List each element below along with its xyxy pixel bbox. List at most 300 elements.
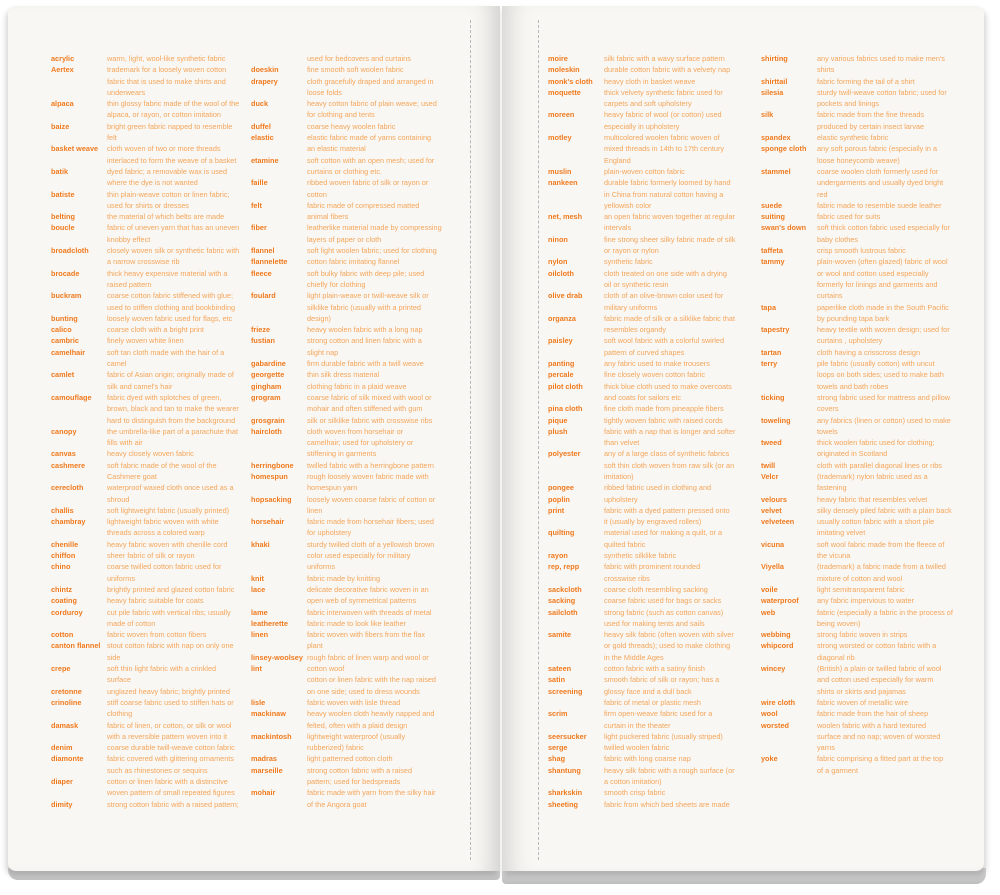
glossary-entry: [548, 686, 748, 697]
glossary-entry: [251, 437, 456, 448]
entry-definition: cotton: [307, 189, 327, 199]
entry-definition: any fabrics (linen or cotton) used to make: [817, 415, 951, 425]
entry-definition: fine closely woven cotton fabric: [604, 370, 705, 380]
glossary-entry: [548, 347, 748, 358]
entry-term: chino: [51, 562, 71, 572]
entry-term: tweed: [761, 438, 782, 448]
glossary-entry: [761, 708, 961, 719]
glossary-entry: [761, 234, 961, 245]
entry-definition: any of a large class of synthetic fabrics: [604, 449, 730, 459]
entry-term: buckram: [51, 291, 82, 301]
entry-term: horsehair: [251, 517, 285, 527]
entry-term: batiste: [51, 189, 75, 199]
entry-term: doeskin: [251, 65, 279, 75]
entry-definition: silky densely piled fabric with a plain back: [817, 505, 952, 515]
entry-definition: fine cloth made from pineapple fibers: [604, 404, 724, 414]
glossary-entry: [251, 573, 456, 584]
entry-term: scrim: [548, 709, 568, 719]
entry-term: knit: [251, 573, 264, 583]
entry-definition: intervals: [604, 223, 632, 233]
entry-term: felt: [251, 200, 262, 210]
entry-definition: uniforms: [307, 562, 335, 572]
entry-definition: any various fabrics used to make men's: [817, 54, 945, 63]
glossary-entry: [51, 708, 251, 719]
entry-term: belting: [51, 212, 75, 222]
entry-term: madras: [251, 754, 277, 764]
perforation-line: [470, 20, 471, 860]
entry-definition: soft lightweight fabric (usually printed): [107, 505, 230, 515]
glossary-entry: [251, 189, 456, 200]
entry-definition: material used for making a quilt, or a: [604, 528, 723, 538]
glossary-entry: [761, 256, 961, 267]
glossary-entry: [251, 629, 456, 640]
entry-term: corduroy: [51, 607, 83, 617]
entry-definition: surface and no nap; woven of worsted: [817, 731, 941, 741]
entry-term: dimity: [51, 799, 73, 809]
entry-definition: red: [817, 189, 828, 199]
entry-term: monk's cloth: [548, 76, 593, 86]
entry-definition: cloth having a crisscross design: [817, 347, 921, 357]
entry-definition: yellowish color: [604, 200, 652, 210]
entry-term: wincey: [761, 664, 786, 674]
entry-definition: mixed threads in 14th to 17th century: [604, 144, 725, 154]
entry-definition: knobby effect: [107, 234, 151, 244]
entry-term: damask: [51, 720, 79, 730]
entry-definition: homespun yarn: [307, 483, 358, 493]
entry-term: percale: [548, 370, 574, 380]
entry-definition: chiefly for clothing: [307, 279, 366, 289]
entry-definition: yarns: [817, 743, 835, 753]
entry-definition: felt: [107, 133, 117, 143]
entry-term: faille: [251, 178, 268, 188]
entry-definition: cloth woven from horsehair or: [307, 426, 404, 436]
entry-term: webbing: [761, 630, 791, 640]
glossary-entry: [761, 64, 961, 75]
glossary-entry: [548, 403, 748, 414]
glossary-entry: [251, 787, 456, 798]
glossary-entry: [51, 753, 251, 764]
entry-term: olive drab: [548, 291, 583, 301]
entry-term: motley: [548, 133, 572, 143]
entry-definition: heavy closely woven fabric: [107, 449, 194, 459]
glossary-entry: [548, 618, 748, 629]
entry-definition: curtains or clothing etc.: [307, 166, 383, 176]
entry-definition: fabric with a nap that is longer and softer: [604, 426, 736, 436]
glossary-entry: [51, 302, 251, 313]
entry-definition: dyed fabric; a removable wax is used: [107, 166, 228, 176]
glossary-entry: [251, 324, 456, 335]
glossary-entry: [548, 155, 748, 166]
glossary-entry: [548, 595, 748, 606]
glossary-entry: [548, 561, 748, 572]
glossary-entry: [548, 64, 748, 75]
entry-term: fustian: [251, 336, 275, 346]
entry-term: coating: [51, 596, 77, 606]
glossary-column-4: [761, 53, 961, 776]
glossary-entry: [761, 765, 961, 776]
glossary-entry: [548, 471, 748, 482]
entry-term: lame: [251, 607, 268, 617]
entry-definition: used for bedcovers and curtains: [307, 54, 411, 63]
glossary-entry: [548, 53, 748, 64]
entry-definition: carpets and soft upholstery: [604, 99, 692, 109]
glossary-entry: [251, 98, 456, 109]
glossary-entry: [51, 392, 251, 403]
entry-term: bunting: [51, 313, 78, 323]
glossary-entry: [548, 234, 748, 245]
entry-term: screening: [548, 686, 583, 696]
entry-definition: heavy fabric suitable for coats: [107, 596, 204, 606]
glossary-entry: [761, 697, 961, 708]
glossary-entry: [251, 753, 456, 764]
glossary-entry: [51, 335, 251, 346]
entry-term: suiting: [761, 212, 785, 222]
glossary-entry: [51, 595, 251, 606]
entry-definition: fabric (especially a fabric in the process of: [817, 607, 953, 617]
entry-definition: cloth treated on one side with a drying: [604, 268, 727, 278]
glossary-entry: [51, 494, 251, 505]
glossary-entry: [548, 268, 748, 279]
entry-definition: cotton or linen fabric with the nap raised: [307, 675, 436, 685]
glossary-entry: [51, 53, 251, 64]
entry-definition: fastening: [817, 483, 847, 493]
glossary-entry: [51, 437, 251, 448]
glossary-entry: [251, 358, 456, 369]
glossary-entry: [51, 607, 251, 618]
entry-definition: warm, light, wool-like synthetic fabric: [107, 54, 226, 63]
glossary-entry: [251, 652, 456, 663]
glossary-entry: [51, 618, 251, 629]
entry-definition: coarse twilled cotton fabric used for: [107, 562, 222, 572]
glossary-entry: [761, 415, 961, 426]
entry-term: muslin: [548, 166, 572, 176]
entry-definition: fabric that is used to make shirts and: [107, 76, 226, 86]
glossary-entry: [51, 471, 251, 482]
glossary-entry: [761, 573, 961, 584]
glossary-entry: [761, 561, 961, 572]
entry-term: shantung: [548, 765, 581, 775]
entry-definition: heavy fabric that resembles velvet: [817, 494, 928, 504]
glossary-entry: [51, 686, 251, 697]
glossary-entry: [548, 324, 748, 335]
entry-definition: heavy woolen fabric with a long nap: [307, 325, 423, 335]
entry-definition: fabric from which bed sheets are made: [604, 799, 730, 809]
entry-term: sponge cloth: [761, 144, 807, 154]
entry-definition: where the dye is not wanted: [107, 178, 198, 188]
entry-term: canopy: [51, 426, 77, 436]
entry-term: linsey-woolsey: [251, 652, 303, 662]
glossary-entry: [51, 663, 251, 674]
glossary-entry: [761, 437, 961, 448]
entry-term: silk: [761, 110, 774, 120]
entry-definition: soft thick cotton fabric used especially for: [817, 223, 951, 233]
glossary-entry: [51, 482, 251, 493]
glossary-entry: [548, 256, 748, 267]
entry-definition: originated in Scotland: [817, 449, 888, 459]
glossary-entry: [761, 381, 961, 392]
glossary-entry: [251, 527, 456, 538]
glossary-entry: [548, 415, 748, 426]
glossary-entry: [548, 200, 748, 211]
glossary-entry: [761, 629, 961, 640]
entry-term: canton flannel: [51, 641, 101, 651]
entry-term: linen: [251, 630, 269, 640]
entry-term: baize: [51, 121, 70, 131]
entry-definition: heavy cloth in basket weave: [604, 76, 696, 86]
glossary-entry: [548, 121, 748, 132]
glossary-entry: [761, 98, 961, 109]
entry-term: etamine: [251, 155, 279, 165]
glossary-entry: [51, 561, 251, 572]
glossary-entry: [251, 708, 456, 719]
entry-definition: pile fabric (usually cotton) with uncut: [817, 359, 935, 369]
glossary-entry: [761, 268, 961, 279]
entry-definition: animal fibers: [307, 212, 349, 222]
entry-term: rayon: [548, 551, 568, 561]
entry-definition: of a garment: [817, 765, 858, 775]
entry-definition: fabric used for suits: [817, 212, 881, 222]
entry-term: chenille: [51, 539, 79, 549]
glossary-entry: [251, 539, 456, 550]
glossary-entry: [761, 584, 961, 595]
entry-definition: woven pattern of small repeated figures: [107, 788, 235, 798]
entry-definition: used for making tents and sails: [604, 618, 705, 628]
entry-definition: cotton fabric with a satiny finish: [604, 664, 705, 674]
glossary-entry: [251, 109, 456, 120]
entry-definition: stiffening in garments: [307, 449, 377, 459]
entry-definition: fabric made from horsehair fibers; used: [307, 517, 434, 527]
entry-definition: fabric covered with glittering ornaments: [107, 754, 234, 764]
glossary-entry: [548, 437, 748, 448]
entry-definition: formerly for linings and garments and: [817, 279, 938, 289]
entry-definition: thick woolen fabric used for clothing;: [817, 438, 935, 448]
glossary-entry: [51, 505, 251, 516]
entry-definition: thick blue cloth used to make overcoats: [604, 381, 732, 391]
entry-term: gingham: [251, 381, 282, 391]
entry-definition: synthetic silklike fabric: [604, 551, 677, 561]
entry-term: voile: [761, 584, 778, 594]
glossary-entry: [251, 426, 456, 437]
entry-definition: (British) a plain or twilled fabric of wool: [817, 664, 942, 674]
glossary-entry: [251, 121, 456, 132]
glossary-entry: [761, 313, 961, 324]
glossary-entry: [51, 426, 251, 437]
glossary-entry: [761, 753, 961, 764]
glossary-entry: [251, 87, 456, 98]
entry-term: moquette: [548, 87, 581, 97]
glossary-entry: [251, 460, 456, 471]
entry-definition: underwears: [107, 87, 146, 97]
entry-term: web: [761, 607, 776, 617]
glossary-entry: [251, 403, 456, 414]
glossary-entry: [548, 753, 748, 764]
glossary-entry: [251, 471, 456, 482]
entry-definition: strong fabric (such as cotton canvas): [604, 607, 724, 617]
entry-definition: durable fabric formerly loomed by hand: [604, 178, 731, 188]
glossary-entry: [548, 516, 748, 527]
entry-definition: threads across a colored warp: [107, 528, 205, 538]
glossary-entry: [51, 98, 251, 109]
entry-definition: fabric of linen, or cotton, or silk or wool: [107, 720, 232, 730]
entry-definition: Cashmere goat: [107, 471, 157, 481]
entry-definition: soft light woolen fabric; used for clothing: [307, 246, 437, 256]
entry-definition: sturdy twilled cloth of a yellowish brown: [307, 539, 435, 549]
entry-definition: twilled fabric with a herringbone pattern: [307, 460, 434, 470]
glossary-entry: [51, 539, 251, 550]
entry-definition: silk and camel's hair: [107, 381, 173, 391]
glossary-entry: [548, 720, 748, 731]
entry-term: camlet: [51, 370, 75, 380]
entry-term: tartan: [761, 347, 782, 357]
entry-definition: in the Middle Ages: [604, 652, 664, 662]
glossary-entry: [251, 155, 456, 166]
entry-definition: multicolored woolen fabric woven of: [604, 133, 720, 143]
glossary-entry: [51, 674, 251, 685]
entry-definition: crisp smooth lustrous fabric: [817, 246, 906, 256]
entry-definition: being woven): [817, 618, 861, 628]
glossary-entry: [51, 776, 251, 787]
entry-term: organza: [548, 313, 576, 323]
entry-term: Viyella: [761, 562, 784, 572]
entry-definition: for upholstery: [307, 528, 352, 538]
glossary-entry: [548, 177, 748, 188]
glossary-entry: [761, 550, 961, 561]
entry-definition: brightly printed and glazed cotton fabric: [107, 584, 235, 594]
entry-definition: smooth fabric of silk or rayon; has a: [604, 675, 720, 685]
entry-term: terry: [761, 359, 778, 369]
entry-definition: loosely woven coarse fabric of cotton or: [307, 494, 436, 504]
entry-term: georgette: [251, 370, 285, 380]
entry-definition: England: [604, 155, 631, 165]
entry-definition: coarse durable twill-weave cotton fabric: [107, 743, 235, 753]
entry-definition: light plain-weave or twill-weave silk or: [307, 291, 429, 301]
entry-definition: fabric of metal or plastic mesh: [604, 697, 701, 707]
glossary-entry: [51, 731, 251, 742]
entry-definition: leatherlike material made by compressing: [307, 223, 442, 233]
entry-term: cerecloth: [51, 483, 84, 493]
glossary-entry: [51, 527, 251, 538]
entry-term: satin: [548, 675, 566, 685]
entry-term: wool: [761, 709, 778, 719]
entry-term: brocade: [51, 268, 80, 278]
entry-term: moleskin: [548, 65, 580, 75]
entry-definition: interlaced to form the weave of a basket: [107, 155, 237, 165]
glossary-entry: [761, 731, 961, 742]
entry-definition: towels: [817, 426, 838, 436]
entry-definition: heavy textile with woven design; used for: [817, 325, 950, 335]
entry-definition: uniforms: [107, 573, 135, 583]
glossary-entry: [761, 505, 961, 516]
entry-definition: slight nap: [307, 347, 339, 357]
glossary-entry: [761, 222, 961, 233]
entry-definition: made of cotton: [107, 618, 156, 628]
glossary-entry: [548, 143, 748, 154]
entry-definition: of the Angora goat: [307, 799, 367, 809]
glossary-entry: [251, 765, 456, 776]
glossary-entry: [251, 482, 456, 493]
entry-definition: undergarments and usually dyed bright: [817, 178, 944, 188]
entry-definition: coarse fabric used for bags or sacks: [604, 596, 722, 606]
entry-definition: any fabric used to make trousers: [604, 359, 710, 369]
glossary-entry: [51, 313, 251, 324]
glossary-entry: [51, 787, 251, 798]
glossary-entry: [761, 302, 961, 313]
entry-term: ticking: [761, 392, 785, 402]
entry-definition: brown, black and tan to make the wearer: [107, 404, 239, 414]
entry-definition: and coats for sailors etc: [604, 392, 682, 402]
entry-term: sateen: [548, 664, 572, 674]
glossary-entry: [51, 652, 251, 663]
entry-definition: strong fabric used for mattress and pillow: [817, 392, 951, 402]
entry-definition: linen: [307, 505, 323, 515]
glossary-entry: [51, 765, 251, 776]
entry-definition: heavy silk fabric with a rough surface (or: [604, 765, 735, 775]
glossary-entry: [251, 686, 456, 697]
glossary-entry: [51, 76, 251, 87]
entry-definition: trademark for a loosely woven cotton: [107, 65, 227, 75]
entry-term: fiber: [251, 223, 267, 233]
glossary-entry: [51, 143, 251, 154]
entry-term: lint: [251, 664, 262, 674]
glossary-entry: [548, 765, 748, 776]
entry-definition: firm open-weave fabric used for a: [604, 709, 713, 719]
entry-definition: soft fabric made of the wool of the: [107, 460, 217, 470]
entry-term: pilot cloth: [548, 381, 583, 391]
glossary-entry: [251, 776, 456, 787]
glossary-entry: [761, 53, 961, 64]
entry-definition: design): [307, 313, 331, 323]
entry-definition: coarse woolen cloth formerly used for: [817, 166, 939, 176]
entry-definition: fabric made from the hair of sheep: [817, 709, 929, 719]
entry-term: chambray: [51, 517, 86, 527]
entry-term: batik: [51, 166, 69, 176]
entry-term: sailcloth: [548, 607, 578, 617]
glossary-entry: [548, 708, 748, 719]
entry-term: serge: [548, 743, 568, 753]
entry-definition: silklike fabric (usually with a printed: [307, 302, 421, 312]
right-page: [502, 6, 984, 871]
glossary-entry: [251, 697, 456, 708]
entry-definition: shirts or skirts and pajamas: [817, 686, 906, 696]
entry-term: taffeta: [761, 246, 783, 256]
glossary-entry: [251, 64, 456, 75]
glossary-entry: [761, 200, 961, 211]
entry-definition: stout cotton fabric with nap on only one: [107, 641, 234, 651]
entry-definition: a cotton imitation): [604, 777, 662, 786]
entry-definition: strong fabric woven in strips: [817, 630, 908, 640]
entry-definition: an open fabric woven together at regular: [604, 212, 736, 222]
entry-term: swan's down: [761, 223, 807, 233]
entry-definition: stiff coarse fabric used to stiffen hats or: [107, 697, 234, 707]
entry-definition: silk or silklike fabric with crosswise ribs: [307, 415, 433, 425]
entry-definition: fabric woven from cotton fibers: [107, 630, 207, 640]
entry-term: sharkskin: [548, 788, 583, 798]
entry-definition: it (usually by engraved rollers): [604, 517, 702, 527]
entry-definition: cloth of an olive-brown color used for: [604, 291, 724, 301]
glossary-entry: [761, 155, 961, 166]
entry-term: worsted: [761, 720, 789, 730]
glossary-entry: [548, 731, 748, 742]
glossary-entry: [548, 109, 748, 120]
glossary-entry: [761, 324, 961, 335]
entry-term: paisley: [548, 336, 573, 346]
entry-term: shag: [548, 754, 566, 764]
entry-definition: plain-woven (often glazed) fabric of wool: [817, 257, 948, 267]
glossary-entry: [761, 392, 961, 403]
entry-definition: raised pattern: [107, 279, 152, 289]
entry-definition: coarse fabric of silk mixed with wool or: [307, 392, 432, 402]
entry-term: mackinaw: [251, 709, 286, 719]
